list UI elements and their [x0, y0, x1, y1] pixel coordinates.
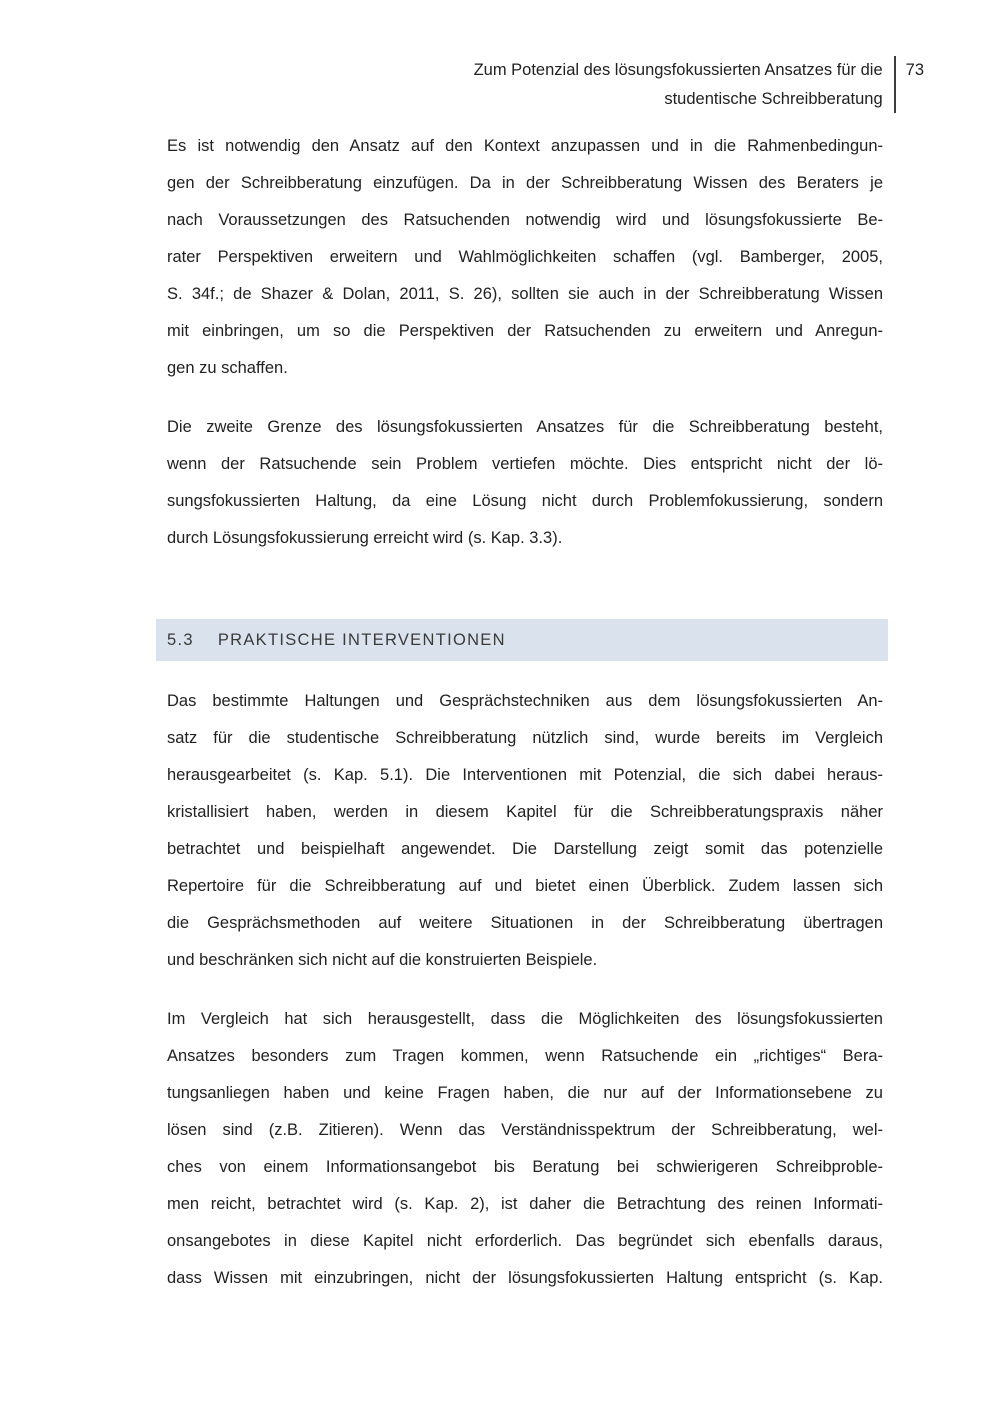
- text-line: sungsfokussierten Haltung, da eine Lösung nicht durch Problemfokussierung, sondern: [167, 492, 883, 510]
- section-number: 5.3: [167, 631, 194, 649]
- text-line: ches von einem Informationsangebot bis Beratung bei schwierigeren Schreibproble-: [167, 1158, 883, 1176]
- paragraph: [167, 683, 883, 979]
- text-line: nach Voraussetzungen des Ratsuchenden notwendig wird und lösungsfokussierte Be-: [167, 211, 883, 229]
- text-line: die Gesprächsmethoden auf weitere Situationen in der Schreibberatung übertragen: [167, 914, 883, 932]
- text-line: Die zweite Grenze des lösungsfokussierten Ansatzes für die Schreibberatung besteht,: [167, 418, 883, 436]
- text-line: gen zu schaffen.: [167, 359, 288, 377]
- paragraph: [167, 1001, 883, 1297]
- text-line: rater Perspektiven erweitern und Wahlmöglichkeiten schaffen (vgl. Bamberger, 2005,: [167, 248, 883, 266]
- running-header-title: [474, 56, 883, 114]
- text-line: onsangebotes in diese Kapitel nicht erforderlich. Das begründet sich ebenfalls daraus,: [167, 1232, 883, 1250]
- page-number: 73: [905, 61, 924, 79]
- text-line: S. 34f.; de Shazer & Dolan, 2011, S. 26), sollten sie auch in der Schreibberatung Wissen: [167, 285, 883, 303]
- text-line: men reicht, betrachtet wird (s. Kap. 2), ist daher die Betrachtung des reinen Informati-: [167, 1195, 883, 1213]
- text-line: wenn der Ratsuchende sein Problem vertiefen möchte. Dies entspricht nicht der lö-: [167, 455, 883, 473]
- text-line: betrachtet und beispielhaft angewendet. Die Darstellung zeigt somit das potenzielle: [167, 840, 883, 858]
- text-line: kristallisiert haben, werden in diesem Kapitel für die Schreibberatungspraxis näher: [167, 803, 883, 821]
- paragraph: [167, 128, 883, 387]
- text-line: tungsanliegen haben und keine Fragen haben, die nur auf der Informationsebene zu: [167, 1084, 883, 1102]
- text-line: gen der Schreibberatung einzufügen. Da in der Schreibberatung Wissen des Beraters je: [167, 174, 883, 192]
- text-line: und beschränken sich nicht auf die konstruierten Beispiele.: [167, 951, 598, 969]
- text-line: satz für die studentische Schreibberatung nützlich sind, wurde bereits im Vergleich: [167, 729, 883, 747]
- text-line: dass Wissen mit einzubringen, nicht der lösungsfokussierten Haltung entspricht (s. Kap.: [167, 1269, 883, 1287]
- text-line: Repertoire für die Schreibberatung auf und bietet einen Überblick. Zudem lassen sich: [167, 877, 883, 895]
- text-line: Es ist notwendig den Ansatz auf den Kontext anzupassen und in die Rahmenbedingun-: [167, 137, 883, 155]
- text-line: herausgearbeitet (s. Kap. 5.1). Die Interventionen mit Potenzial, die sich dabei heraus-: [167, 766, 883, 784]
- section-heading: [156, 619, 888, 661]
- text-line: mit einbringen, um so die Perspektiven der Ratsuchenden zu erweitern und Anregun-: [167, 322, 883, 340]
- page-body-text: [167, 128, 883, 1319]
- text-line: Ansatzes besonders zum Tragen kommen, wenn Ratsuchende ein „richtiges“ Bera-: [167, 1047, 883, 1065]
- text-line: Im Vergleich hat sich herausgestellt, dass die Möglichkeiten des lösungsfokussierten: [167, 1010, 883, 1028]
- text-line: lösen sind (z.B. Zitieren). Wenn das Verständnisspektrum der Schreibberatung, wel-: [167, 1121, 883, 1139]
- running-header-title-line-2: studentische Schreibberatung: [664, 90, 883, 108]
- text-line: durch Lösungsfokussierung erreicht wird (s. Kap. 3.3).: [167, 529, 563, 547]
- running-header-title-line-1: Zum Potenzial des lösungsfokussierten Ansatzes für die: [473, 61, 883, 79]
- text-line: Das bestimmte Haltungen und Gesprächstechniken aus dem lösungsfokussierten An-: [167, 692, 883, 710]
- header-divider-rule: [894, 56, 896, 113]
- paragraph: [167, 409, 883, 557]
- section-title: PRAKTISCHE INTERVENTIONEN: [217, 631, 506, 649]
- running-header: [474, 56, 924, 114]
